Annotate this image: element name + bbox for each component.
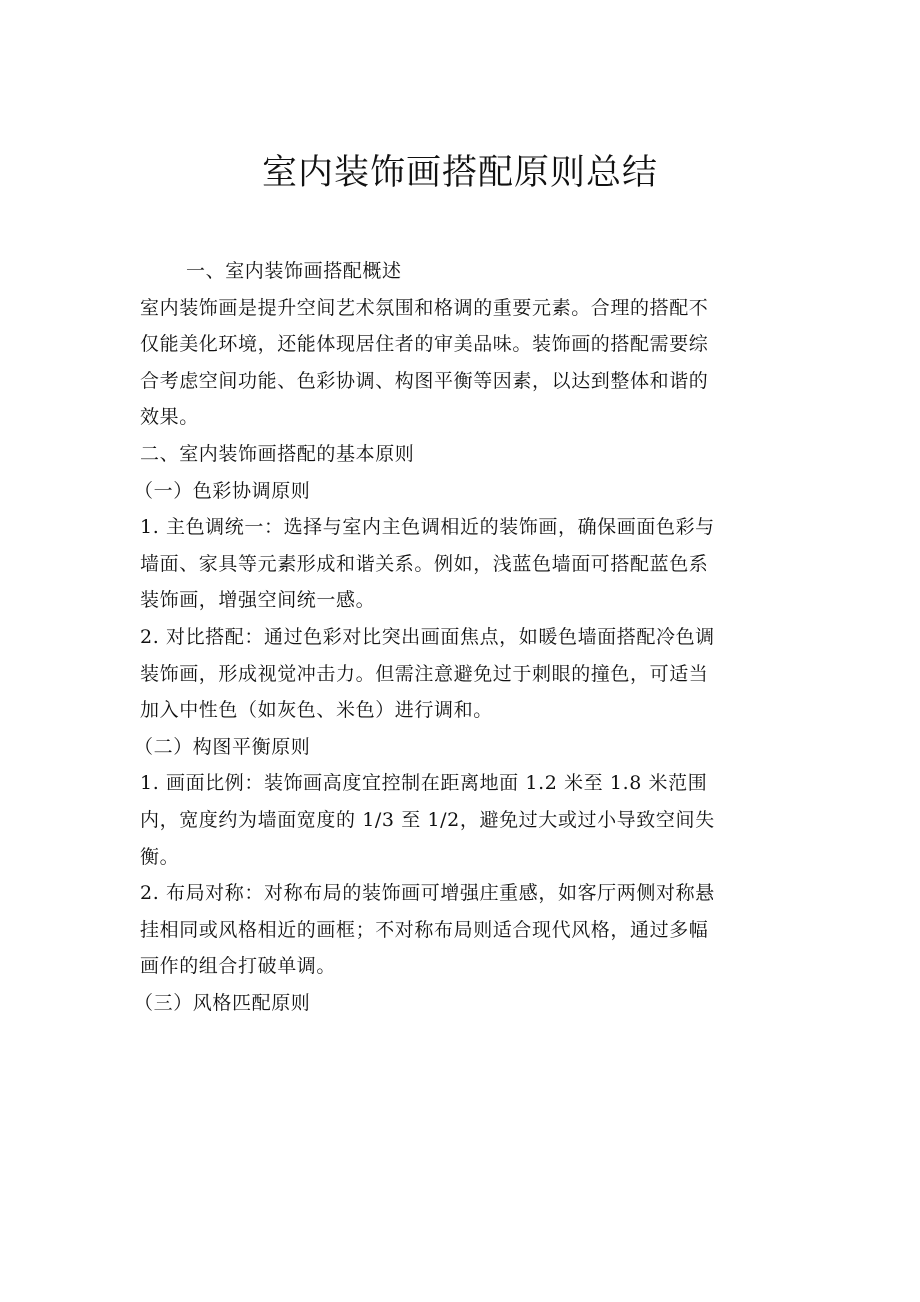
section-heading-principles: 二、室内装饰画搭配的基本原则 [140,442,415,465]
paragraph-line: 仅能美化环境，还能体现居住者的审美品味。装饰画的搭配需要综 [140,333,709,356]
subsection-heading-color: （一）色彩协调原则 [134,479,311,502]
paragraph-line: 衡。 [140,845,180,868]
paragraph-line: 1. 主色调统一：选择与室内主色调相近的装饰画，确保画面色彩与 [140,516,715,539]
paragraph-line: 1. 画面比例：装饰画高度宜控制在距离地面 1.2 米至 1.8 米范围 [140,772,708,795]
paragraph-line: 效果。 [140,406,199,429]
paragraph-line: 合考虑空间功能、色彩协调、构图平衡等因素，以达到整体和谐的 [140,369,709,392]
subsection-heading-style: （三）风格匹配原则 [134,991,311,1014]
paragraph-line: 装饰画，增强空间统一感。 [140,589,376,612]
document-title: 室内装饰画搭配原则总结 [261,153,658,193]
document-body [134,253,780,1021]
paragraph-line: 装饰画，形成视觉冲击力。但需注意避免过于刺眼的撞色，可适当 [140,662,709,685]
paragraph-line: 2. 布局对称：对称布局的装饰画可增强庄重感，如客厅两侧对称悬 [140,882,715,905]
paragraph-line: 墙面、家具等元素形成和谐关系。例如，浅蓝色墙面可搭配蓝色系 [140,552,709,575]
section-heading-overview: 一、室内装饰画搭配概述 [186,260,402,282]
subsection-heading-composition: （二）构图平衡原则 [134,735,311,758]
paragraph-line: 挂相同或风格相近的画框；不对称布局则适合现代风格，通过多幅 [140,918,709,941]
paragraph-line: 画作的组合打破单调。 [140,955,337,978]
paragraph-line: 2. 对比搭配：通过色彩对比突出画面焦点，如暖色墙面搭配冷色调 [140,625,715,648]
paragraph-line: 内，宽度约为墙面宽度的 1/3 至 1/2，避免过大或过小导致空间失 [140,808,715,831]
paragraph-line: 加入中性色（如灰色、米色）进行调和。 [140,699,493,722]
paragraph-line: 室内装饰画是提升空间艺术氛围和格调的重要元素。合理的搭配不 [140,296,709,319]
